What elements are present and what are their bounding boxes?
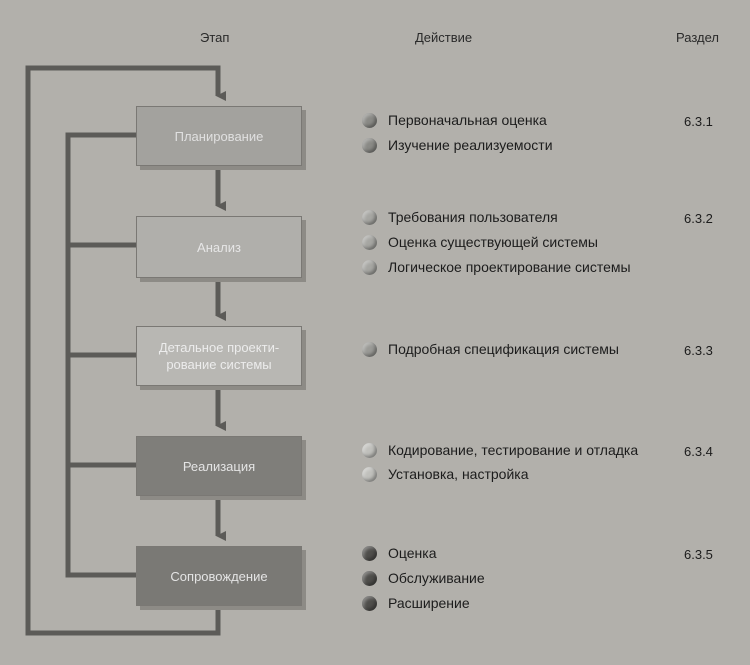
bullet-icon <box>362 467 377 482</box>
action-item <box>362 570 485 586</box>
action-item <box>362 259 631 275</box>
action-label: Первоначальная оценка <box>388 112 547 128</box>
section-number: 6.3.3 <box>684 343 713 358</box>
action-item <box>362 341 619 357</box>
action-label: Подробная спецификация системы <box>388 341 619 357</box>
action-label: Расширение <box>388 595 470 611</box>
stage-analysis <box>136 216 302 278</box>
section-number: 6.3.4 <box>684 444 713 459</box>
stage-implementation <box>136 436 302 496</box>
section-number: 6.3.5 <box>684 547 713 562</box>
stage-maintenance <box>136 546 302 606</box>
action-item <box>362 209 558 225</box>
header-section: Раздел <box>676 30 719 45</box>
action-label: Изучение реализуемости <box>388 137 553 153</box>
bullet-icon <box>362 596 377 611</box>
stage-planning <box>136 106 302 166</box>
action-label: Установка, настройка <box>388 466 529 482</box>
header-action: Действие <box>415 30 473 45</box>
bullet-icon <box>362 571 377 586</box>
bullet-icon <box>362 443 377 458</box>
stage-design-label-line2: рование системы <box>166 357 272 372</box>
action-item <box>362 442 638 458</box>
bullet-icon <box>362 113 377 128</box>
section-number: 6.3.1 <box>684 114 713 129</box>
action-label: Логическое проектирование системы <box>388 259 631 275</box>
action-label: Оценка существующей системы <box>388 234 598 250</box>
action-item <box>362 137 553 153</box>
stage-detailed-design <box>136 326 302 386</box>
action-item <box>362 595 470 611</box>
action-label: Оценка <box>388 545 437 561</box>
section-number: 6.3.2 <box>684 211 713 226</box>
stage-implementation-label: Реализация <box>182 458 256 474</box>
stage-planning-label: Планирование <box>174 128 264 144</box>
stage-analysis-label: Анализ <box>197 239 241 255</box>
action-label: Требования пользователя <box>388 209 558 225</box>
header-stage: Этап <box>200 30 230 45</box>
bullet-icon <box>362 138 377 153</box>
bullet-icon <box>362 546 377 561</box>
bullet-icon <box>362 235 377 250</box>
stage-design-label-line1: Детальное проекти- <box>158 340 280 355</box>
action-item <box>362 112 547 128</box>
action-item <box>362 466 529 482</box>
bullet-icon <box>362 342 377 357</box>
stage-maintenance-label: Сопровождение <box>170 568 268 584</box>
action-item <box>362 234 598 250</box>
action-label: Кодирование, тестирование и отладка <box>388 442 639 458</box>
bullet-icon <box>362 210 377 225</box>
action-item <box>362 545 437 561</box>
bullet-icon <box>362 260 377 275</box>
action-label: Обслуживание <box>388 570 485 586</box>
